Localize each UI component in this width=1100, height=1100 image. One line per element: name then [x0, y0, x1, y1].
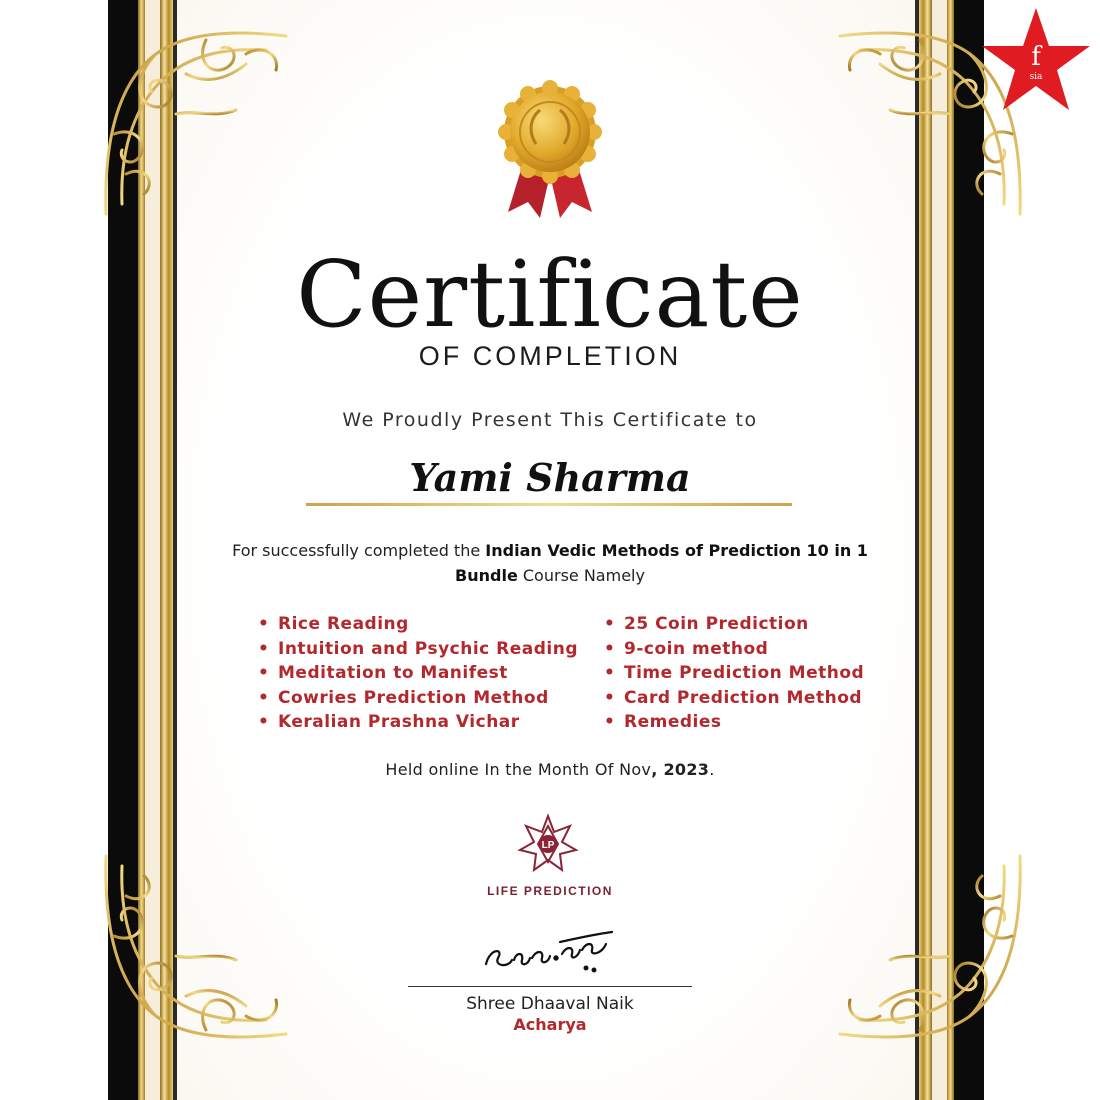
life-prediction-logo-icon — [516, 812, 580, 876]
held-prefix: Held online In the Month Of Nov — [385, 760, 652, 779]
certificate-subtitle: OF COMPLETION — [418, 341, 682, 371]
signer-title: Acharya — [513, 1015, 587, 1034]
present-line: We Proudly Present This Certificate to — [342, 409, 758, 431]
description-prefix: For successfully completed the — [232, 541, 486, 560]
list-item: • Remedies — [604, 710, 864, 735]
recipient-underline — [306, 503, 792, 506]
signer-name: Shree Dhaaval Naik — [466, 994, 634, 1014]
list-item: • Rice Reading — [258, 612, 578, 637]
brand-subtext: sia — [1029, 72, 1043, 82]
list-item: • Meditation to Manifest — [258, 661, 578, 686]
list-item: • 9-coin method — [604, 637, 864, 662]
held-suffix: . — [709, 760, 715, 779]
description-suffix: Course Namely — [517, 566, 645, 585]
svg-text:LP: LP — [541, 840, 555, 851]
award-medal-icon — [490, 80, 610, 220]
certificate-title: Certificate — [296, 241, 804, 348]
list-item: • Cowries Prediction Method — [258, 686, 578, 711]
methods-list-right — [604, 612, 864, 735]
recipient-name: Yami Sharma — [409, 455, 691, 500]
held-year: , 2023 — [651, 760, 710, 779]
list-item: • Keralian Prashna Vichar — [258, 710, 578, 735]
list-item: • Time Prediction Method — [604, 661, 864, 686]
list-item: • 25 Coin Prediction — [604, 612, 864, 637]
brand-letter: f — [1031, 42, 1041, 72]
list-item: • Card Prediction Method — [604, 686, 864, 711]
list-item: • Intuition and Psychic Reading — [258, 637, 578, 662]
brand-star-logo — [980, 6, 1092, 112]
course-description — [200, 538, 900, 588]
course-name: Indian Vedic Methods of Prediction 10 in 1 Bundle — [455, 541, 868, 585]
corner-flourish-icon — [86, 14, 306, 234]
organization-name: LIFE PREDICTION — [487, 884, 613, 898]
held-line — [0, 760, 1100, 779]
signature-icon — [478, 924, 628, 984]
signature-line — [408, 986, 692, 987]
methods-list-left — [258, 612, 578, 735]
